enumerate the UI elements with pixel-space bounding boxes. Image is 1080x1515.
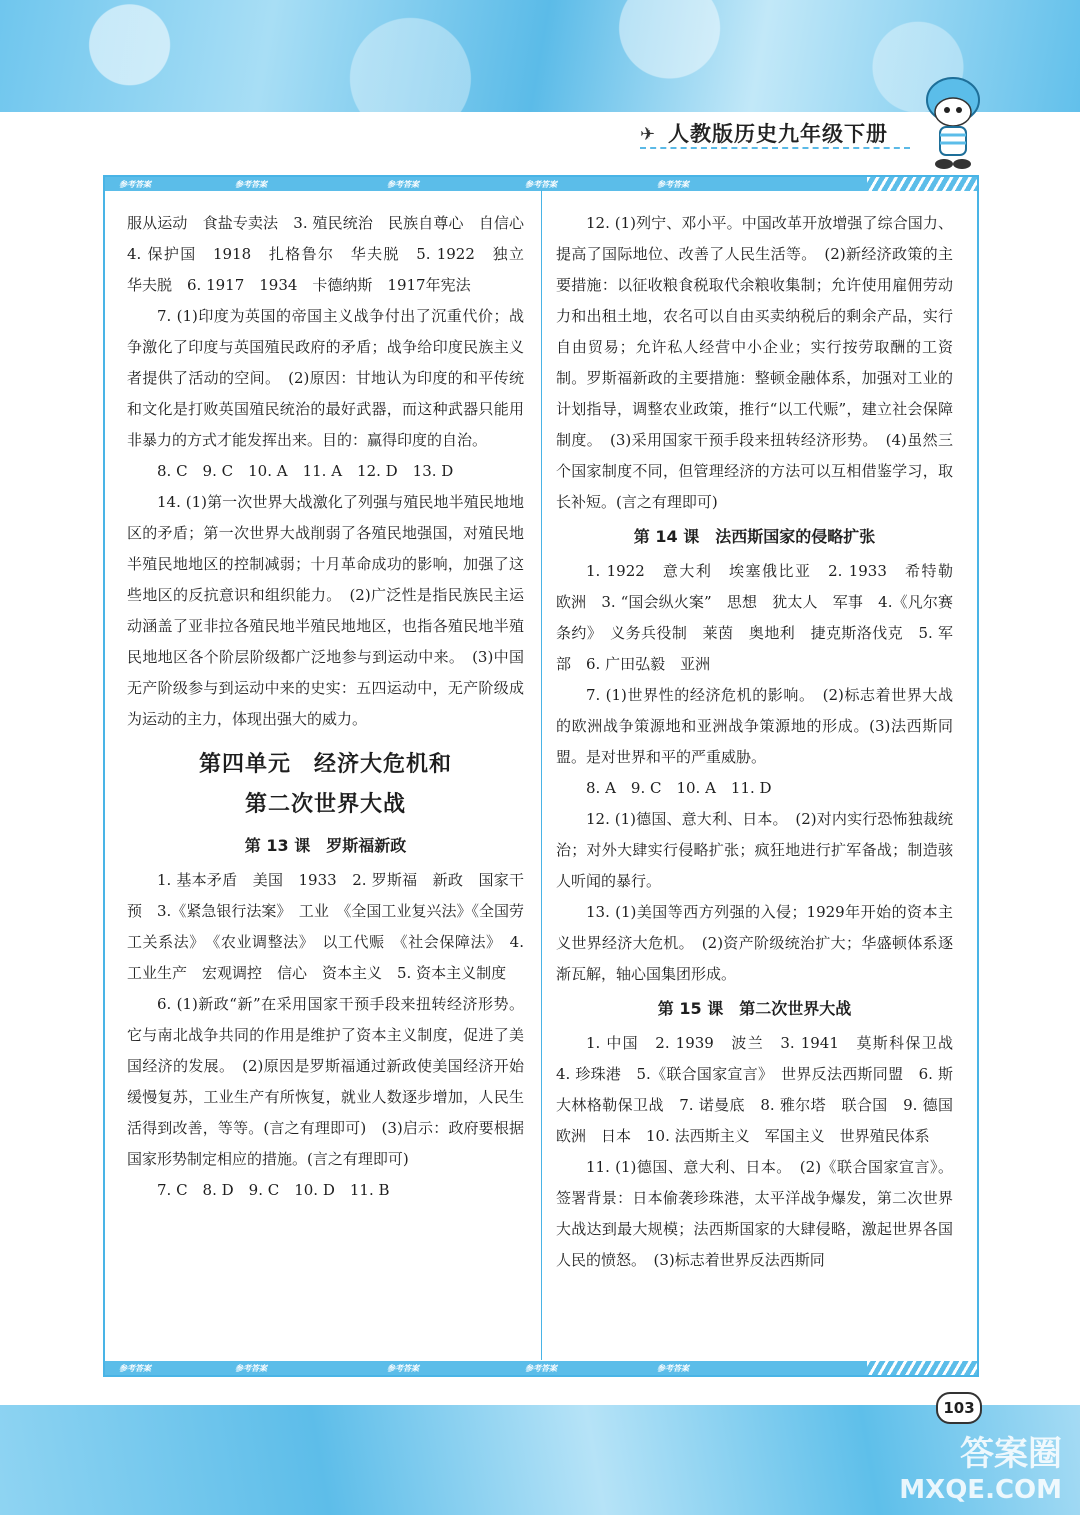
band-label: 参考答案 <box>119 179 151 189</box>
lesson14-q8: 8. A 9. C 10. A 11. D <box>586 779 772 797</box>
answer-block: 服从运动 食盐专卖法 3. 殖民统治 民族自尊心 自信心 4. 保护国 1918 扎格鲁尔 华夫脱 5. 1922 独立 华夫脱 6. 1917 1934 卡德纳斯 1917年宪法 <box>127 214 540 294</box>
answer-q14: 14. (1)第一次世界大战激化了列强与殖民地半殖民地地区的矛盾；第一次世界大战削弱了各殖民地强国，对殖民地半殖民地地区的控制减弱；十月革命成功的影响，加强了这些地区的反抗意识和组织能力。 (2)广泛性是指民族民主运动涵盖了亚非拉各殖民地半殖民地地区，也指各殖民地半殖民地地区各个阶层阶级都广泛地参与到运动中来。 (3)中国无产阶级参与到运动中来的史实：五四运动中，无产阶级成为运动的主力，体现出强大的威力。 <box>127 493 524 728</box>
mascot-icon <box>918 72 988 172</box>
lesson14-q13: 13. (1)美国等西方列强的入侵；1929年开始的资本主义世界经济大危机。 (2)资产阶级统治扩大；华盛顿体系逐渐瓦解，轴心国集团形成。 <box>556 903 953 983</box>
paper-plane-icon: ✈ <box>640 124 656 145</box>
lesson15-q11: 11. (1)德国、意大利、日本。 (2)《联合国家宣言》。签署背景：日本偷袭珍珠港，太平洋战争爆发，第二次世界大战达到最大规模；法西斯国家的大肆侵略，激起世界各国人民的愤怒。 (3)标志着世界反法西斯同 <box>556 1158 953 1269</box>
lesson-13-title: 第 13 课 罗斯福新政 <box>244 836 407 855</box>
lesson14-q12: 12. (1)德国、意大利、日本。 (2)对内实行恐怖独裁统治；对外大肆实行侵略扩张；疯狂地进行扩军备战；制造骇人听闻的暴行。 <box>556 810 953 890</box>
answer-q12: 12. (1)列宁、邓小平。中国改革开放增强了综合国力、提高了国际地位、改善了人民生活等。 (2)新经济政策的主要措施：以征收粮食税取代余粮收集制；允许使用雇佣劳动力和出租土地，农名可以自由买卖纳税后的剩余产品，实行自由贸易；允许私人经营中小企业；实行按劳取酬的工资制。罗斯福新政的主要措施：整顿金融体系，加强对工业的计划指导，调整农业政策，推行“以工代赈”，建立社会保障制度。 (3)采用国家干预手段来扭转经济形势。 (4)虽然三个国家制度不同，但管理经济的方法可以互相借鉴学习，取长补短。(言之有理即可) <box>556 214 953 511</box>
lesson14-q7: 7. (1)世界性的经济危机的影响。 (2)标志着世界大战的欧洲战争策源地和亚洲战争策源地的形成。(3)法西斯同盟。是对世界和平的严重威胁。 <box>556 686 953 766</box>
unit-title-line1: 第四单元 经济大危机和 <box>198 752 452 777</box>
unit-title-line2: 第二次世界大战 <box>244 792 406 817</box>
bottom-answer-band <box>105 1361 977 1375</box>
lesson13-q1: 1. 基本矛盾 美国 1933 2. 罗斯福 新政 国家干预 3.《紧急银行法案》 工业 《全国工业复兴法》《全国劳工关系法》 《农业调整法》 以工代赈 《社会保障法》 4. 工业生产 宏观调控 信心 资本主义 5. 资本主义制度 <box>127 871 524 982</box>
band-label: 参考答案 <box>119 1363 151 1373</box>
lesson13-q7: 7. C 8. D 9. C 10. D 11. B <box>157 1181 390 1199</box>
band-label: 参考答案 <box>525 179 557 189</box>
band-label: 参考答案 <box>387 1363 419 1373</box>
watermark-en: MXQE.COM <box>899 1475 1062 1505</box>
page-number: 103 <box>936 1392 982 1424</box>
band-label: 参考答案 <box>387 179 419 189</box>
site-watermark <box>899 1426 1062 1505</box>
band-stripes <box>867 177 977 191</box>
lesson-15-title: 第 15 课 第二次世界大战 <box>657 999 852 1018</box>
answer-q8-13: 8. C 9. C 10. A 11. A 12. D 13. D <box>157 462 454 480</box>
bottom-decorative-banner <box>0 1405 1080 1515</box>
left-column <box>127 208 540 1206</box>
answer-q7: 7. (1)印度为英国的帝国主义战争付出了沉重代价；战争激化了印度与英国殖民政府的矛盾；战争给印度民族主义者提供了活动的空间。 (2)原因：甘地认为印度的和平传统和文化是打败英国殖民统治的最好武器，而这种武器只能用非暴力的方式才能发挥出来。目的：赢得印度的自治。 <box>127 307 524 449</box>
band-label: 参考答案 <box>657 1363 689 1373</box>
lesson13-q6: 6. (1)新政“新”在采用国家干预手段来扭转经济形势。它与南北战争共同的作用是维护了资本主义制度，促进了美国经济的发展。 (2)原因是罗斯福通过新政使美国经济开始缓慢复苏，工业生产有所恢复，就业人数逐步增加，人民生活得到改善，等等。(言之有理即可) (3)启示：政府要根据国家形势制定相应的措施。(言之有理即可) <box>127 995 524 1168</box>
unit-title <box>127 745 524 825</box>
band-label: 参考答案 <box>235 179 267 189</box>
book-title: 人教版历史九年级下册 <box>668 121 888 146</box>
header-divider <box>640 147 910 149</box>
lesson15-q1: 1. 中国 2. 1939 波兰 3. 1941 莫斯科保卫战 4. 珍珠港 5.《联合国家宣言》 世界反法西斯同盟 6. 斯大林格勒保卫战 7. 诺曼底 8. 雅尔塔 联合国 9. 德国 欧洲 日本 10. 法西斯主义 军国主义 世界殖民体系 <box>556 1034 969 1145</box>
right-column <box>556 208 969 1276</box>
watermark-cn: 答案圈 <box>960 1434 1062 1474</box>
band-label: 参考答案 <box>657 179 689 189</box>
band-label: 参考答案 <box>525 1363 557 1373</box>
top-answer-band <box>105 177 977 191</box>
band-stripes <box>867 1361 977 1375</box>
column-divider <box>541 190 542 1360</box>
band-label: 参考答案 <box>235 1363 267 1373</box>
lesson14-q1: 1. 1922 意大利 埃塞俄比亚 2. 1933 希特勒 欧洲 3. “国会纵火案” 思想 犹太人 军事 4.《凡尔赛条约》 义务兵役制 莱茵 奥地利 捷克斯洛伐克 5. 军部 6. 广田弘毅 亚洲 <box>556 562 969 673</box>
lesson-14-title: 第 14 课 法西斯国家的侵略扩张 <box>633 527 876 546</box>
